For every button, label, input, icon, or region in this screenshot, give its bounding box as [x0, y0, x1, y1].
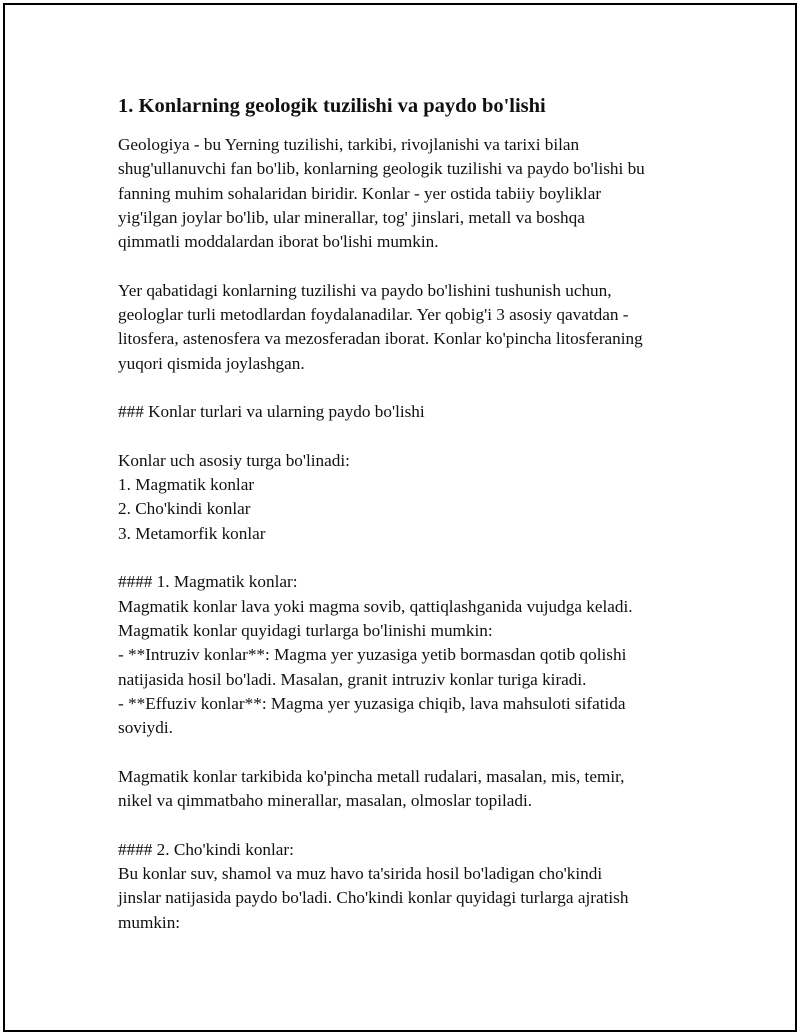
- document-body: [118, 92, 698, 935]
- blank-line: [118, 425, 698, 449]
- text-line: nikel va qimmatbaho minerallar, masalan, olmoslar topiladi.: [118, 791, 533, 811]
- list-item: 2. Cho'kindi konlar: [118, 499, 251, 519]
- magmatic-heading: #### 1. Magmatik konlar:: [118, 572, 298, 592]
- blank-line: [118, 376, 698, 400]
- blank-line: [118, 740, 698, 764]
- blank-line: [118, 813, 698, 837]
- text-line: shug'ullanuvchi fan bo'lib, konlarning geologik tuzilishi va paydo bo'lishi bu: [118, 159, 645, 179]
- text-line: Bu konlar suv, shamol va muz havo ta'sirida hosil bo'ladigan cho'kindi: [118, 863, 603, 883]
- sedimentary-heading: #### 2. Cho'kindi konlar:: [118, 839, 294, 859]
- text-line: qimmatli moddalardan iborat bo'lishi mumkin.: [118, 232, 439, 252]
- text-line: - **Intruziv konlar**: Magma yer yuzasiga yetib bormasdan qotib qolishi: [118, 645, 627, 665]
- text-line: litosfera, astenosfera va mezosferadan iborat. Konlar ko'pincha litosferaning: [118, 329, 643, 349]
- list-item: 3. Metamorfik konlar: [118, 523, 266, 543]
- text-line: Magmatik konlar tarkibida ko'pincha metall rudalari, masalan, mis, temir,: [118, 766, 625, 786]
- text-line: - **Effuziv konlar**: Magma yer yuzasiga chiqib, lava mahsuloti sifatida: [118, 693, 626, 713]
- list-item: 1. Magmatik konlar: [118, 475, 255, 495]
- intro-paragraph: [118, 133, 698, 254]
- text-line: geologlar turli metodlardan foydalanadilar. Yer qobig'i 3 asosiy qavatdan -: [118, 305, 629, 325]
- text-line: soviydi.: [118, 718, 173, 738]
- earth-layers-paragraph: [118, 279, 698, 376]
- document-title: 1. Konlarning geologik tuzilishi va paydo bo'lishi: [118, 95, 546, 117]
- text-line: Magmatik konlar quyidagi turlarga bo'linishi mumkin:: [118, 620, 493, 640]
- text-line: yig'ilgan joylar bo'lib, ular minerallar, tog' jinslari, metall va boshqa: [118, 207, 585, 227]
- blank-line: [118, 546, 698, 570]
- text-line: jinslar natijasida paydo bo'ladi. Cho'kindi konlar quyidagi turlarga ajratish: [118, 888, 629, 908]
- text-line: Geologiya - bu Yerning tuzilishi, tarkibi, rivojlanishi va tarixi bilan: [118, 135, 580, 154]
- blank-line: [118, 254, 698, 278]
- text-line: mumkin:: [118, 912, 181, 932]
- text-line: Magmatik konlar lava yoki magma sovib, qattiqlashganida vujudga keladi.: [118, 596, 633, 616]
- text-line: yuqori qismida joylashgan.: [118, 353, 305, 373]
- types-heading: ### Konlar turlari va ularning paydo bo'lishi: [118, 402, 425, 422]
- text-line: Yer qabatidagi konlarning tuzilishi va paydo bo'lishini tushunish uchun,: [118, 280, 612, 300]
- text-line: fanning muhim sohalaridan biridir. Konlar - yer ostida tabiiy boyliklar: [118, 183, 602, 203]
- text-line: natijasida hosil bo'ladi. Masalan, granit intruziv konlar turiga kiradi.: [118, 669, 587, 689]
- types-intro: Konlar uch asosiy turga bo'linadi:: [118, 450, 350, 470]
